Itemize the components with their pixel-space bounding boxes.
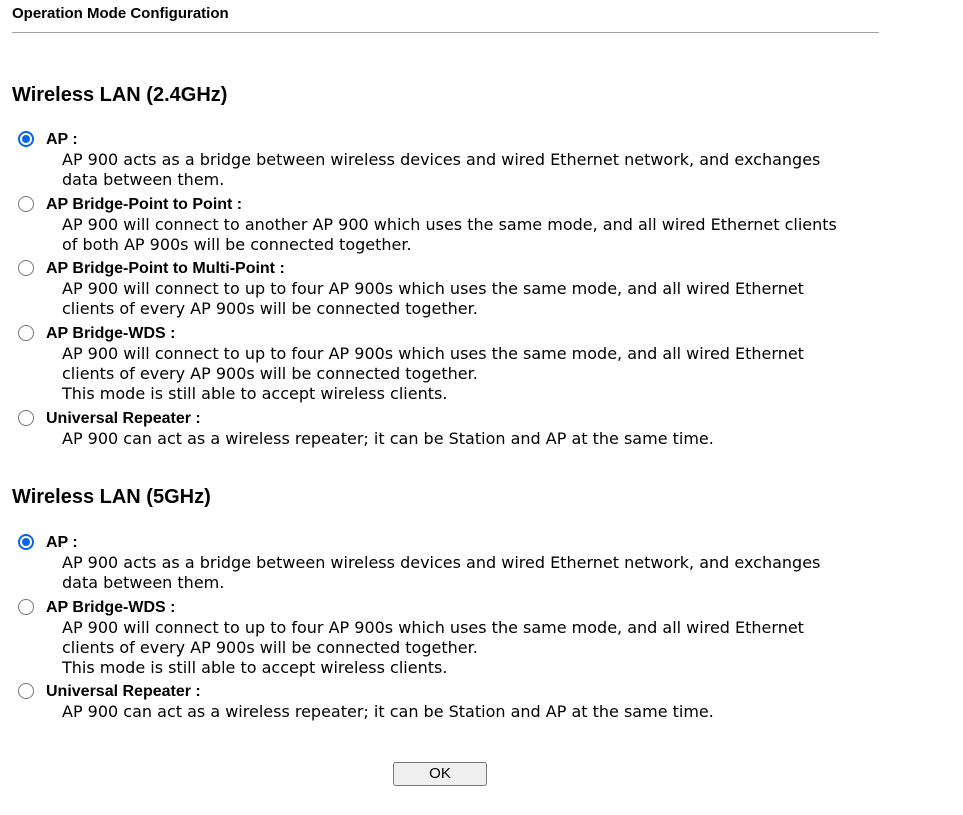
description-line: AP 900 can act as a wireless repeater; it can be Station and AP at the same time. — [62, 702, 714, 721]
wlan-24ghz-heading: Wireless LAN (2.4GHz) — [12, 84, 228, 106]
wlan24-bridge-wds-radio[interactable] — [18, 325, 34, 341]
title-divider — [12, 32, 879, 33]
wlan5-bridge-wds-radio[interactable] — [18, 599, 34, 615]
option-description — [62, 344, 804, 404]
description-line: data between them. — [62, 170, 225, 189]
description-line: AP 900 acts as a bridge between wireless devices and wired Ethernet network, and exchanges — [62, 553, 821, 572]
wlan24-bridge-ptp-radio[interactable] — [18, 196, 34, 212]
option-description — [62, 702, 714, 722]
wlan24-bridge-ptmp-radio[interactable] — [18, 260, 34, 276]
description-line: AP 900 will connect to up to four AP 900s which uses the same mode, and all wired Ethernet — [62, 344, 804, 363]
description-line: AP 900 will connect to up to four AP 900s which uses the same mode, and all wired Ethernet — [62, 279, 804, 298]
option-label: Universal Repeater : — [46, 410, 201, 427]
description-line: This mode is still able to accept wireless clients. — [62, 658, 448, 677]
wlan24-ap-radio[interactable] — [18, 131, 34, 147]
option-label: AP Bridge-Point to Point : — [46, 196, 243, 213]
option-label: AP Bridge-WDS : — [46, 325, 176, 342]
page-title: Operation Mode Configuration — [12, 5, 229, 22]
description-line: AP 900 will connect to up to four AP 900s which uses the same mode, and all wired Ethernet — [62, 618, 804, 637]
option-description — [62, 279, 804, 319]
option-label: AP Bridge-Point to Multi-Point : — [46, 260, 285, 277]
option-description — [62, 215, 837, 255]
description-line: AP 900 will connect to another AP 900 which uses the same mode, and all wired Ethernet clients — [62, 215, 837, 234]
wlan5-ap-radio[interactable] — [18, 534, 34, 550]
description-line: AP 900 can act as a wireless repeater; it can be Station and AP at the same time. — [62, 429, 714, 448]
description-line: clients of every AP 900s will be connected together. — [62, 299, 478, 318]
wlan24-universal-repeater-radio[interactable] — [18, 410, 34, 426]
wlan5-universal-repeater-radio[interactable] — [18, 683, 34, 699]
wlan-5ghz-heading: Wireless LAN (5GHz) — [12, 486, 211, 508]
option-label: Universal Repeater : — [46, 683, 201, 700]
option-description — [62, 429, 714, 449]
option-label: AP : — [46, 131, 78, 148]
description-line: This mode is still able to accept wireless clients. — [62, 384, 448, 403]
option-description — [62, 150, 820, 190]
description-line: AP 900 acts as a bridge between wireless devices and wired Ethernet network, and exchanges — [62, 150, 821, 169]
description-line: clients of every AP 900s will be connected together. — [62, 364, 478, 383]
option-label: AP Bridge-WDS : — [46, 599, 176, 616]
option-description — [62, 553, 820, 593]
description-line: data between them. — [62, 573, 225, 592]
description-line: of both AP 900s will be connected together. — [62, 235, 412, 254]
ok-button[interactable]: OK — [393, 762, 487, 786]
description-line: clients of every AP 900s will be connected together. — [62, 638, 478, 657]
option-description — [62, 618, 804, 678]
option-label: AP : — [46, 534, 78, 551]
